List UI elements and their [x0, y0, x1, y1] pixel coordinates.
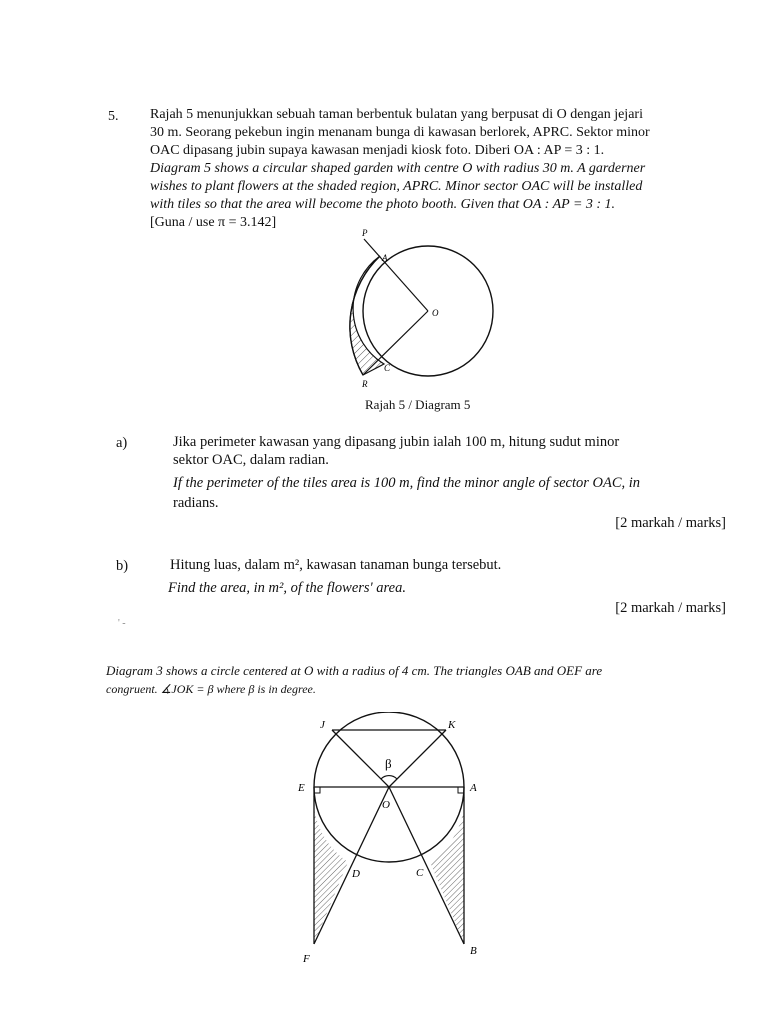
- label-c: C: [416, 867, 424, 879]
- part-b-malay: Hitung luas, dalam m², kawasan tanaman bunga tersebut.: [170, 557, 502, 573]
- part-a-english-2: radians.: [173, 495, 219, 511]
- label-c: C: [384, 363, 391, 373]
- label-j: J: [320, 719, 325, 731]
- angle-beta-arc: [381, 776, 397, 779]
- q5-line-2: 30 m. Seorang pekebun ingin menanam bunga di kawasan berlorek, APRC. Sektor minor: [150, 125, 650, 140]
- label-r: R: [362, 379, 368, 389]
- right-angle-a: [458, 787, 464, 793]
- label-a: A: [470, 782, 477, 794]
- part-b-marks: [2 markah / marks]: [615, 600, 726, 616]
- label-f: F: [303, 953, 310, 965]
- label-o: O: [382, 799, 390, 811]
- diagram-5: [320, 225, 510, 395]
- q5-line-4: Diagram 5 shows a circular shaped garden with centre O with radius 30 m. A garderner: [150, 161, 646, 176]
- part-a-malay-2: sektor OAC, dalam radian.: [173, 452, 329, 468]
- label-e: E: [298, 782, 305, 794]
- q5-line-3: OAC dipasang jubin supaya kawasan menjadi kiosk foto. Diberi OA : AP = 3 : 1.: [150, 143, 605, 158]
- label-k: K: [448, 719, 456, 731]
- label-d: D: [352, 868, 360, 880]
- stray-mark: ' -: [118, 618, 126, 629]
- label-a: A: [382, 253, 388, 263]
- diagram-5-caption: Rajah 5 / Diagram 5: [365, 397, 471, 412]
- q5-line-6: with tiles so that the area will become the photo booth. Given that OA : AP = 3 : 1.: [150, 197, 616, 212]
- part-a-malay-1: Jika perimeter kawasan yang dipasang jubin ialah 100 m, hitung sudut minor: [173, 434, 620, 450]
- line-o-r: [363, 311, 428, 375]
- shaded-region-left: [313, 787, 348, 944]
- diagram-3: [290, 712, 490, 967]
- line-o-k: [389, 730, 446, 787]
- q5-line-1: Rajah 5 menunjukkan sebuah taman berbentuk bulatan yang berpusat di O dengan jejari: [150, 107, 643, 122]
- q5-line-7: [Guna / use π = 3.142]: [150, 215, 277, 230]
- shaded-region-right: [430, 787, 465, 944]
- label-p: P: [362, 228, 368, 238]
- right-angle-e: [314, 787, 320, 793]
- part-b-english: Find the area, in m², of the flowers' area.: [168, 580, 406, 596]
- part-a-label: a): [116, 435, 128, 451]
- label-beta: β: [385, 756, 392, 771]
- label-b: B: [470, 945, 477, 957]
- q5-line-5: wishes to plant flowers at the shaded region, APRC. Minor sector OAC will be installed: [150, 179, 643, 194]
- q3-line-1: Diagram 3 shows a circle centered at O with a radius of 4 cm. The triangles OAB and OEF are: [106, 663, 603, 678]
- label-o: O: [432, 308, 439, 318]
- q3-line-2: congruent. ∡JOK = β where β is in degree.: [106, 682, 316, 696]
- question-number: 5.: [108, 109, 119, 124]
- part-a-marks: [2 markah / marks]: [615, 515, 726, 531]
- line-o-j: [332, 730, 389, 787]
- part-a-english-1: If the perimeter of the tiles area is 100 m, find the minor angle of sector OAC, in: [173, 475, 641, 491]
- question-5-text: [150, 106, 650, 232]
- part-b-label: b): [116, 558, 129, 574]
